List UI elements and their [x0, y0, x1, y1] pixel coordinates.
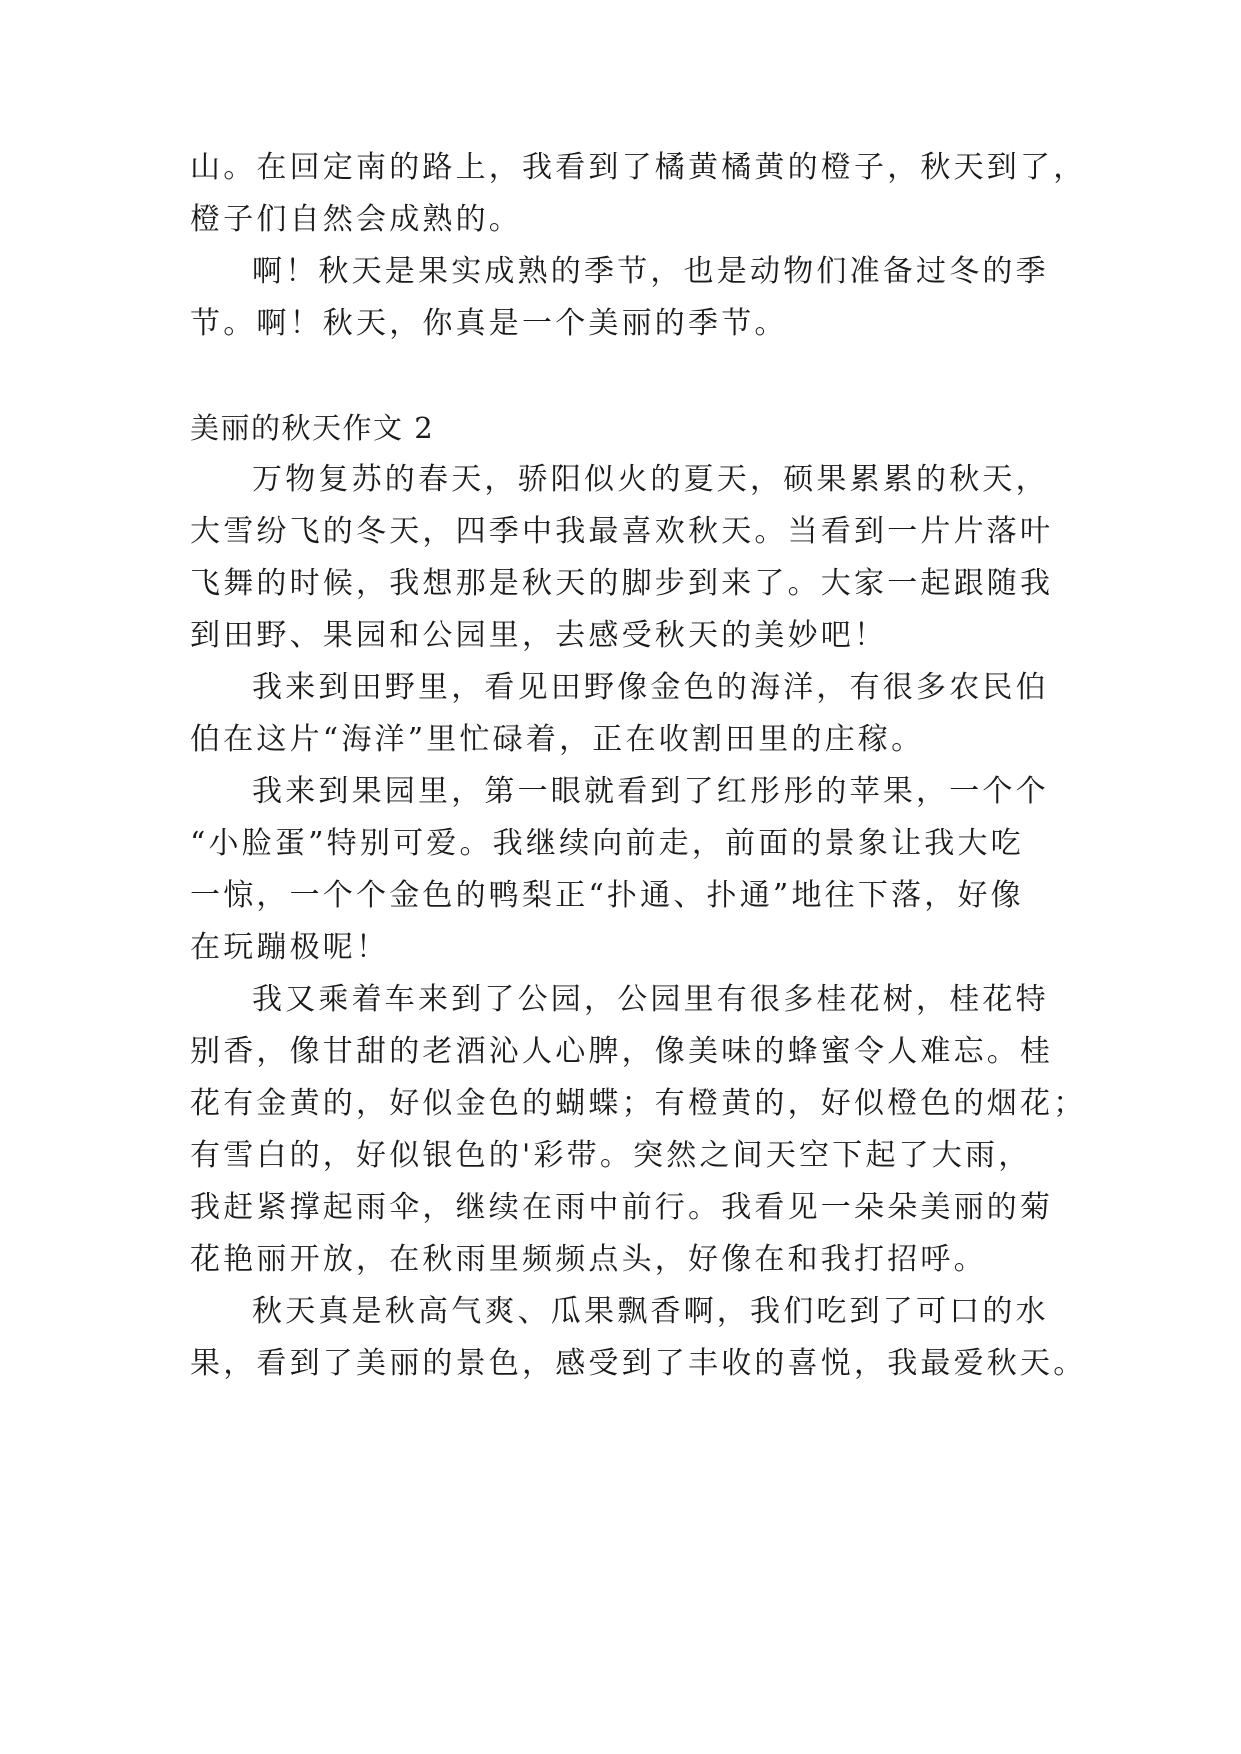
- paragraph-1-line-2: 大雪纷飞的冬天，四季中我最喜欢秋天。当看到一片片落叶: [190, 514, 1054, 549]
- paragraph-1-line-4: 到田野、果园和公园里，去感受秋天的美妙吧！: [190, 618, 888, 653]
- paragraph-3-line-2: “小脸蛋”特别可爱。我继续向前走，前面的景象让我大吃: [190, 826, 1024, 861]
- paragraph-2-line-2: 伯在这片“海洋”里忙碌着，正在收割田里的庄稼。: [190, 722, 925, 757]
- paragraph-5-line-1: 秋天真是秋高气爽、瓜果飘香啊，我们吃到了可口的水: [252, 1294, 1049, 1329]
- paragraph-4-line-3: 花有金黄的，好似金色的蝴蝶；有橙黄的，好似橙色的烟花；: [190, 1086, 1087, 1121]
- paragraph-4-line-6: 花艳丽开放，在秋雨里频频点头，好像在和我打招呼。: [190, 1242, 987, 1277]
- intro-line-2: 橙子们自然会成熟的。: [190, 202, 522, 237]
- paragraph-4-line-2: 别香，像甘甜的老酒沁人心脾，像美味的蜂蜜令人难忘。桂: [190, 1034, 1054, 1069]
- paragraph-5-line-2: 果，看到了美丽的景色，感受到了丰收的喜悦，我最爱秋天。: [190, 1346, 1087, 1381]
- section-title: 美丽的秋天作文 2: [190, 411, 435, 445]
- conclusion-line-2: 节。啊！秋天，你真是一个美丽的季节。: [190, 306, 788, 341]
- paragraph-3-line-4: 在玩蹦极呢！: [190, 930, 390, 965]
- paragraph-4-line-1: 我又乘着车来到了公园，公园里有很多桂花树，桂花特: [252, 982, 1049, 1017]
- paragraph-4-line-5: 我赶紧撑起雨伞，继续在雨中前行。我看见一朵朵美丽的菊: [190, 1190, 1054, 1225]
- paragraph-1-line-3: 飞舞的时候，我想那是秋天的脚步到来了。大家一起跟随我: [190, 566, 1054, 601]
- paragraph-2-line-1: 我来到田野里，看见田野像金色的海洋，有很多农民伯: [252, 670, 1049, 705]
- paragraph-3-line-1: 我来到果园里，第一眼就看到了红彤彤的苹果，一个个: [252, 774, 1049, 809]
- paragraph-4-line-4: 有雪白的，好似银色的'彩带。突然之间天空下起了大雨，: [190, 1138, 1032, 1173]
- paragraph-1-line-1: 万物复苏的春天，骄阳似火的夏天，硕果累累的秋天，: [252, 462, 1049, 497]
- intro-line-1: 山。在回定南的路上，我看到了橘黄橘黄的橙子，秋天到了，: [190, 150, 1087, 185]
- conclusion-line-1: 啊！秋天是果实成熟的季节，也是动物们准备过冬的季: [252, 254, 1049, 289]
- paragraph-3-line-3: 一惊，一个个金色的鸭梨正“扑通、扑通”地往下落，好像: [190, 878, 1024, 913]
